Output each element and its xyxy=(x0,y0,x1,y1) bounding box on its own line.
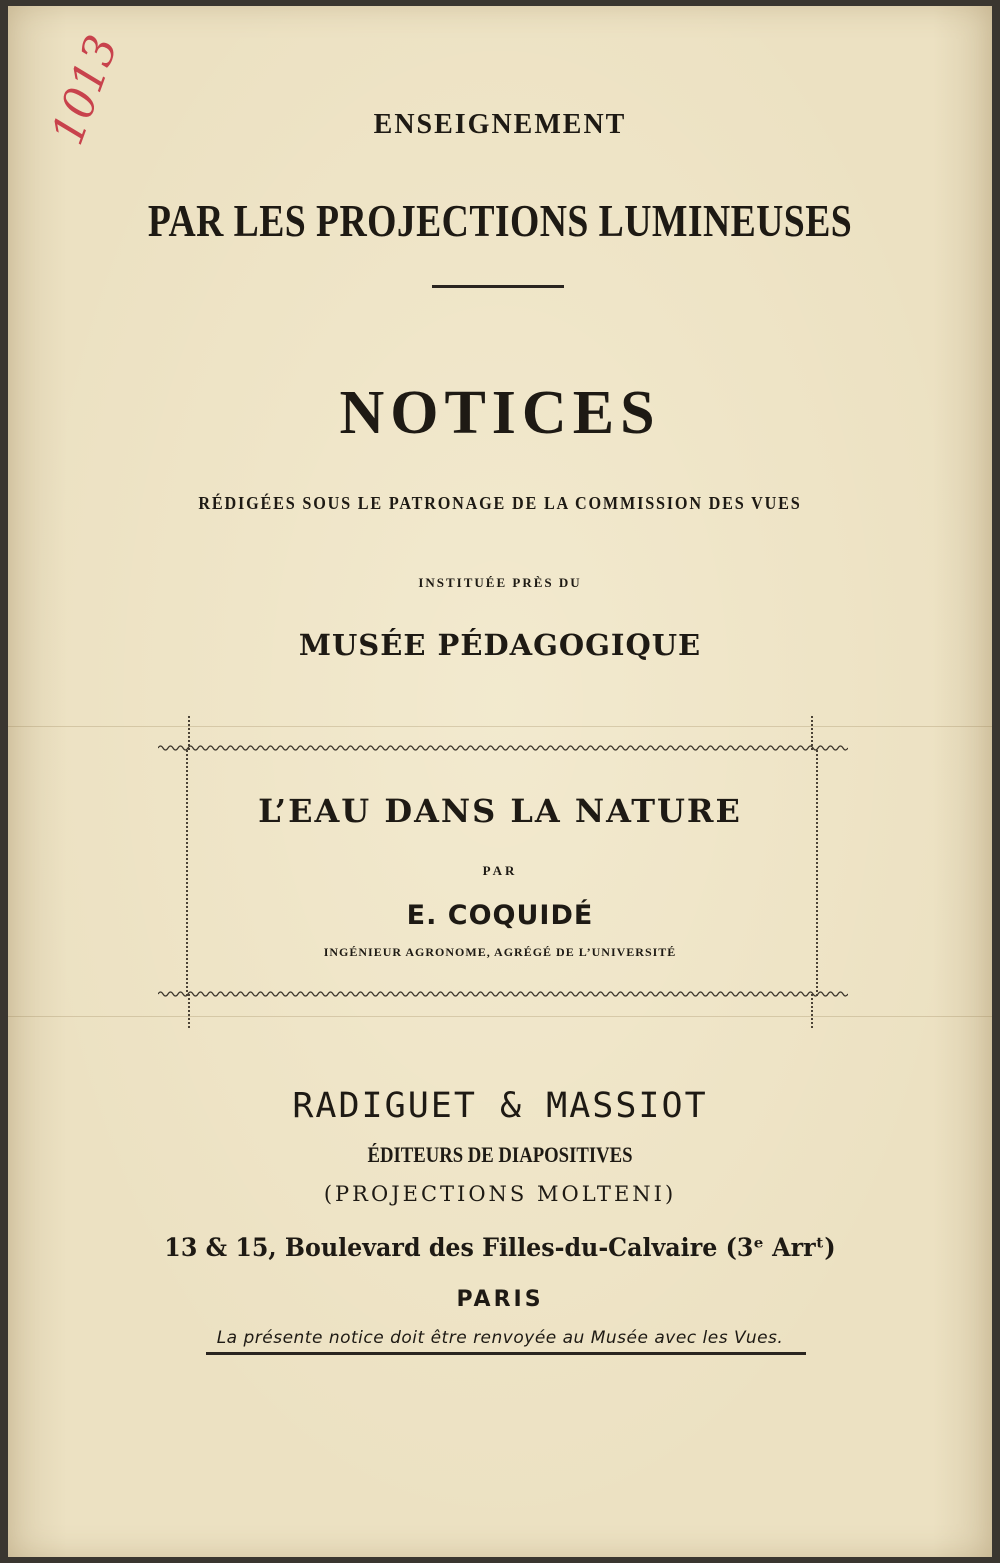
notices-subtitle: RÉDIGÉES SOUS LE PATRONAGE DE LA COMMISSION DES VUES xyxy=(198,493,802,513)
paper-fold xyxy=(8,726,992,727)
header-line-1: ENSEIGNEMENT xyxy=(373,109,627,140)
frame-tick xyxy=(811,994,815,1028)
work-title: L’EAU DANS LA NATURE xyxy=(258,792,742,830)
publisher-address: 13 & 15, Boulevard des Filles-du-Calvaire (3ᵉ Arrᵗ) xyxy=(164,1233,836,1262)
publisher-city: PARIS xyxy=(456,1287,544,1312)
musee-name: MUSÉE PÉDAGOGIQUE xyxy=(298,628,702,662)
header-divider xyxy=(432,285,564,288)
by-label: PAR xyxy=(482,863,518,878)
header-line-2: PAR LES PROJECTIONS LUMINEUSES xyxy=(147,195,853,246)
instituee-line: INSTITUÉE PRÈS DU xyxy=(418,575,582,590)
frame-tick xyxy=(188,994,192,1028)
paper-fold xyxy=(8,1016,992,1017)
return-notice: La présente notice doit être renvoyée au Musée avec les Vues. xyxy=(216,1328,784,1348)
author-name: E. COQUIDÉ xyxy=(406,900,594,931)
author-credentials: INGÉNIEUR AGRONOME, AGRÉGÉ DE L’UNIVERSITÉ xyxy=(323,945,677,959)
publisher-role: ÉDITEURS DE DIAPOSITIVES xyxy=(367,1142,633,1167)
publisher-projections: (PROJECTIONS MOLTENI) xyxy=(323,1182,677,1206)
bottom-divider xyxy=(206,1352,806,1355)
notices-title: NOTICES xyxy=(339,379,661,447)
document-page xyxy=(8,6,992,1557)
handwritten-annotation: 1013 xyxy=(42,28,129,152)
publisher-name: RADIGUET & MASSIOT xyxy=(292,1086,708,1126)
